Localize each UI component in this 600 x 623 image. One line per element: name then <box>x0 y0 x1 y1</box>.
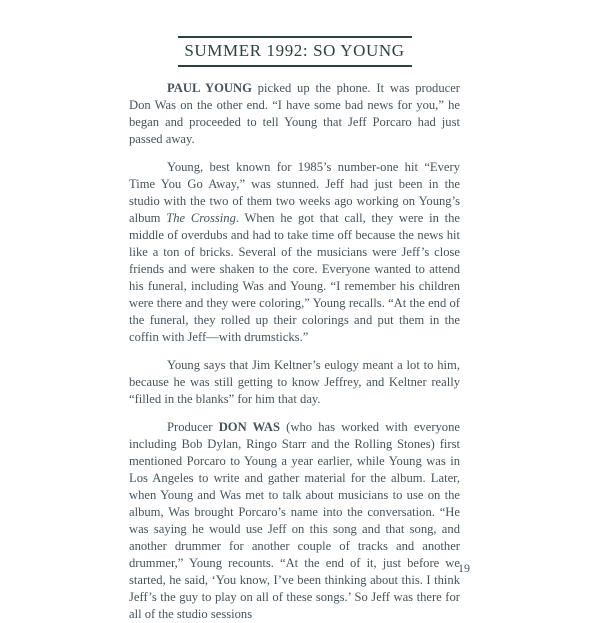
chapter-heading: SUMMER 1992: SO YOUNG <box>178 36 412 67</box>
text-run: (who has worked with everyone including Bob Dylan, Ringo Starr and the Rolling Stones) first mentioned Porcaro to Young a year earlier, while Young was in Los Angeles to write and gather material for the album. Later, when Young and Was met to talk about musicians to use on the album, Was brought Porcaro’s name into the conversation. “He was saying he would use Jeff on this song and that song, and another drummer for another couple of tracks and another drummer,” Young recounts. “At the end of it, just before we started, he said, ‘You know, I’ve been thinking about this. I think Jeff’s the guy to play on all of these songs.’ So Jeff was there for all of the studio sessions <box>129 420 460 621</box>
paragraph <box>129 80 460 148</box>
text-run: PAUL YOUNG <box>167 81 252 95</box>
text-run: Young, best known for 1985’s number-one hit “Every Time You Go Away,” was stunned. Jeff had just been in the studio with the two of them two weeks ago working on Young’s album <box>129 160 460 225</box>
text-run: DON WAS <box>218 420 280 434</box>
body-paragraphs <box>129 80 460 623</box>
text-column <box>129 36 460 623</box>
text-run: Young says that Jim Keltner’s eulogy meant a lot to him, because he was still getting to know Jeffrey, and Keltner really “filled in the blanks” for him that day. <box>129 358 460 406</box>
paragraph <box>129 357 460 408</box>
text-run: The Crossing <box>166 211 236 225</box>
text-run: Producer <box>167 420 219 434</box>
text-run: . When he got that call, they were in the middle of overdubs and had to take time off because the news hit like a ton of bricks. Several of the musicians were Jeff’s close friends and were shaken to the core. Everyone wanted to attend his funeral, including Was and Young. “I remember his children were there and they were coloring,” Young recalls. “At the end of the funeral, they rolled up their colorings and put them in the coffin with Jeff—with drumsticks.” <box>129 211 460 344</box>
text-run: picked up the phone. It was producer Don Was on the other end. “I have some bad news for you,” he began and proceeded to tell Young that Jeff Porcaro had just passed away. <box>129 81 461 146</box>
paragraph <box>129 419 460 623</box>
page-number: 19 <box>458 561 470 575</box>
paragraph <box>129 159 460 346</box>
